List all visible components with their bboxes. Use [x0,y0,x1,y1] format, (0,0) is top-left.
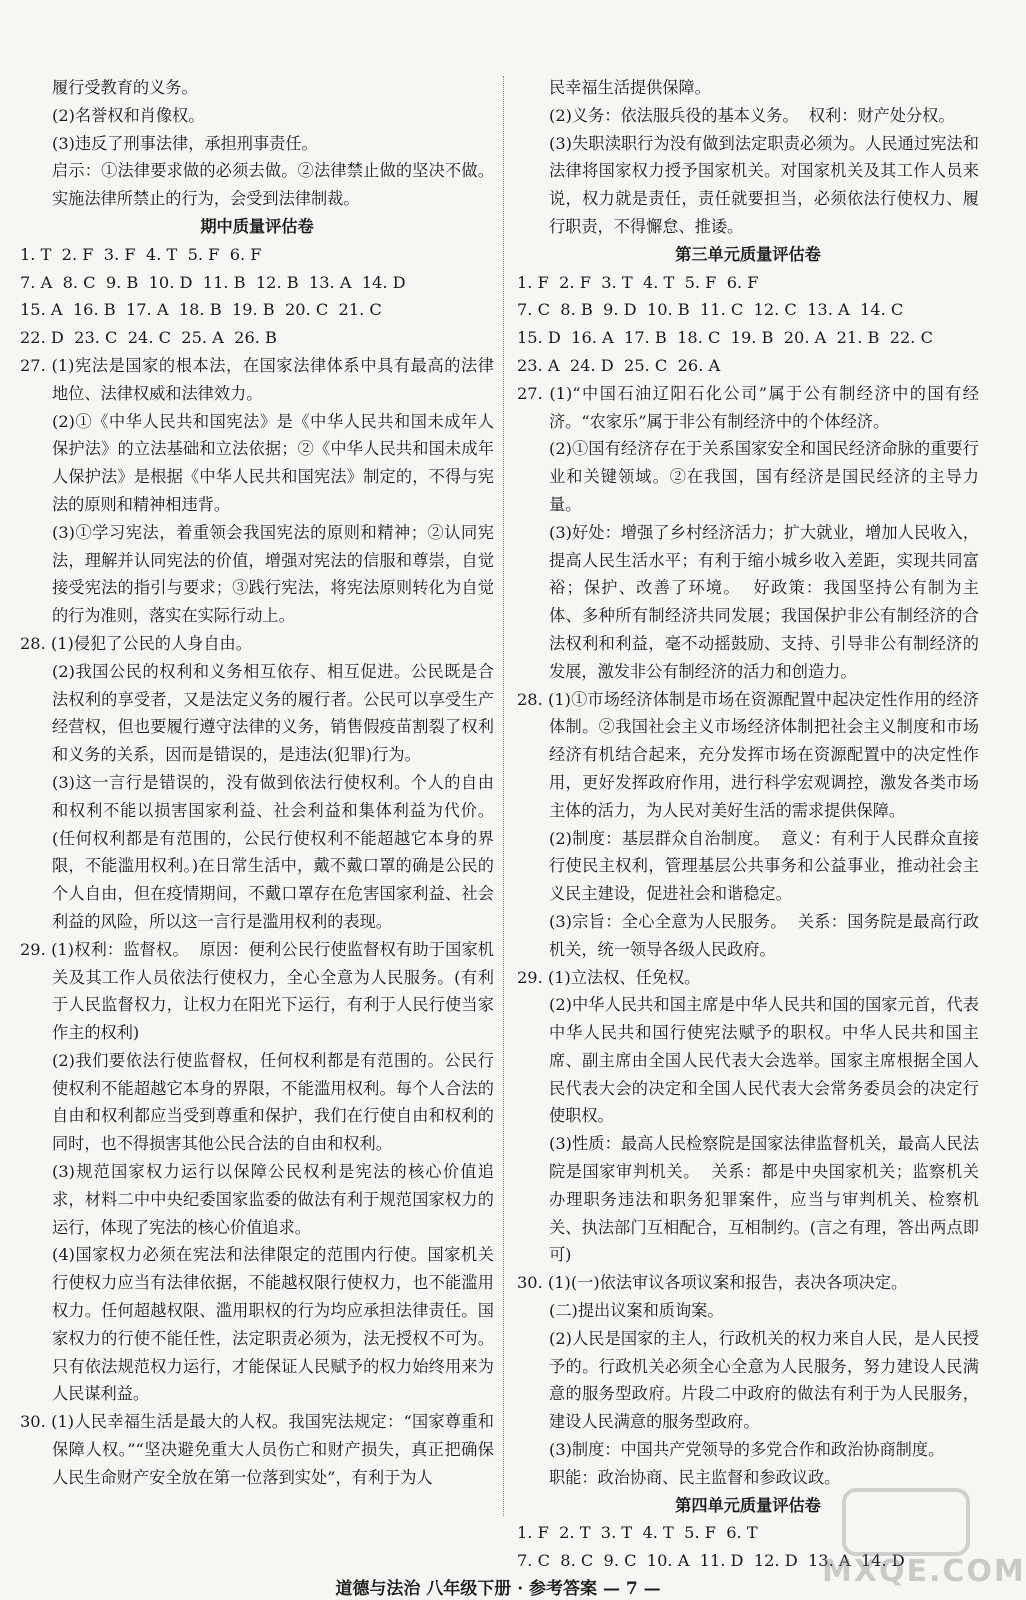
answer-29-3: (3)规范国家权力运行以保障公民权利是宪法的核心价值追求，材料二中中央纪委国家监委的做法有利于规范国家权力的运行，体现了宪法的核心价值追求。 [52,1162,494,1237]
choice-answers: 7. A 8. C 9. B 10. D 11. B 12. B 13. A 14. D [20,272,406,292]
answer-28-1: 28. (1)侵犯了公民的人身自由。 [20,633,252,653]
choice-answers: 22. D 23. C 24. C 25. A 26. B [20,328,277,348]
answer-28-2: (2)制度：基层群众自治制度。 意义：有利于人民群众直接行使民主权利，管理基层公共事务和公益事业，推动社会主义民主建设，促进社会和谐稳定。 [549,828,979,904]
left-column [20,74,494,1492]
answer-29-2: (2)我们要依法行使监督权，任何权利都是有范围的。公民行使权利不能超越它本身的界限，不能滥用权利。每个人合法的自由和权利都应当受到尊重和保护，我们在行使自由和权利的同时，也不得损害其他公民合法的自由和权利。 [52,1050,494,1154]
answer-28-3: (3)这一言行是错误的，没有做到依法行使权利。个人的自由和权利不能以损害国家利益、社会利益和集体利益为代价。(任何权利都是有范围的，公民行使权利不能超越它本身的界限，不能滥用权利。)在日常生活中，戴不戴口罩的确是公民的个人自由，但在疫情期间，不戴口罩存在危害国家利益、社会利益的风险，所以这一言行是滥用权利的表现。 [52,772,494,931]
text-line: (3)违反了刑事法律，承担刑事责任。 [52,133,318,153]
choice-answers: 7. C 8. C 9. C 10. A 11. D 12. D 13. A 14. D [517,1551,905,1571]
answer-28-2: (2)我国公民的权利和义务相互依存、相互促进。公民既是合法权利的享受者，又是法定义务的履行者。公民可以享受生产经营权，但也要履行遵守法律的义务，销售假疫苗割裂了权利和义务的关系，因而是错误的，是违法(犯罪)行为。 [52,661,494,765]
answer-30-3: (3)制度：中国共产党领导的多党合作和政治协商制度。 [549,1440,945,1460]
answer-28-3: (3)宗旨：全心全意为人民服务。 关系：国务院是最高行政机关，统一领导各级人民政府。 [549,911,979,959]
answer-30-2: (2)人民是国家的主人，行政机关的权力来自人民，是人民授予的。行政机关必须全心全意为人民服务，努力建设人民满意的服务型政府。片段二中政府的做法有利于为人民服务，建设人民满意的服务型政府。 [549,1328,979,1432]
answer-27-3: (3)好处：增强了乡村经济活力；扩大就业，增加人民收入，提高人民生活水平；有利于缩小城乡收入差距，实现共同富裕；保护、改善了环境。 好政策：我国坚持公有制为主体、多种所有制经济共同发展；我国保护非公有制经济的合法权利和利益，毫不动摇鼓励、支持、引导非公有制经济的发展，激发非公有制经济的活力和创造力。 [549,522,979,681]
choice-answers: 7. C 8. B 9. D 10. B 11. C 12. C 13. A 14. C [517,300,904,320]
answer-29-4: (4)国家权力必须在宪法和法律限定的范围内行使。国家机关行使权力应当有法律依据，不能越权限行使权力，也不能滥用权力。任何超越权限、滥用职权的行为均应承担法律责任。国家权力的行使不能任性，法定职责必须为，法无授权不可为。只有依法规范权力运行，才能保证人民赋予的权力始终用来为人民谋利益。 [52,1245,494,1404]
text-line: 民幸福生活提供保障。 [549,78,711,97]
section-title-unit4: 第四单元质量评估卷 [675,1495,821,1515]
answer-30-1: 30. (1)(一)依法审议各项议案和报告，表决各项决定。 [517,1273,908,1293]
choice-answers: 15. A 16. B 17. A 18. B 19. B 20. C 21. C [20,300,382,320]
answer-27-1: 27. (1)宪法是国家的根本法，在国家法律体系中具有最高的法律地位、法律权威和法律效力。 [20,355,494,403]
right-column [517,74,979,1575]
column-divider [503,76,504,1516]
text-line: 履行受教育的义务。 [52,78,198,97]
choice-answers: 1. T 2. F 3. F 4. T 5. F 6. F [20,244,262,264]
choice-answers: 1. F 2. F 3. T 4. T 5. F 6. F [517,272,759,292]
answer-29-1: 29. (1)立法权、任免权。 [517,967,701,987]
section-title-midterm: 期中质量评估卷 [200,216,314,236]
page-footer: 道德与法治 八年级下册 · 参考答案 — 7 — [335,1579,661,1599]
watermark-box-icon [842,1488,970,1556]
section-title-unit3: 第三单元质量评估卷 [675,244,821,264]
text-line: (3)失职渎职行为没有做到法定职责必须为。人民通过宪法和法律将国家权力授予国家机关。对国家机关及其工作人员来说，权力就是责任，责任就要担当，必须依法行使权力、履行职责，不得懈怠、推诿。 [549,133,979,236]
answer-29-3: (3)性质：最高人民检察院是国家法律监督机关，最高人民法院是国家审判机关。 关系：都是中央国家机关；监察机关办理职务违法和职务犯罪案件，应当与审判机关、检察机关、执法部门互相配合，互相制约。(言之有理，答出两点即可) [549,1134,979,1265]
answer-27-2: (2)①《中华人民共和国宪法》是《中华人民共和国未成年人保护法》的立法基础和立法依据；②《中华人民共和国未成年人保护法》是根据《中华人民共和国宪法》制定的，不得与宪法的原则和精神相违背。 [52,411,494,514]
watermark-logo [822,1488,1026,1589]
answer-29-2: (2)中华人民共和国主席是中华人民共和国的国家元首，代表中华人民共和国行使宪法赋予的职权。中华人民共和国主席、副主席由全国人民代表大会选举。国家主席根据全国人民代表大会的决定和全国人民代表大会常务委员会的决定行使职权。 [549,995,979,1126]
text-line: (2)名誉权和肖像权。 [52,105,205,125]
choice-answers: 15. D 16. A 17. B 18. C 19. B 20. A 21. B 22. C [517,328,933,348]
text-line: 启示：①法律要求做的必须去做。②法律禁止做的坚决不做。实施法律所禁止的行为，会受到法律制裁。 [52,161,494,209]
choice-answers: 23. A 24. D 25. C 26. A [517,355,721,375]
text-line: (2)义务：依法服兵役的基本义务。 权利：财产处分权。 [549,105,955,125]
watermark-text: MXQE.COM [822,1554,1026,1589]
answer-30-3b: 职能：政治协商、民主监督和参政议政。 [549,1467,841,1487]
answer-27-3: (3)①学习宪法，着重领会我国宪法的原则和精神；②认同宪法，理解并认同宪法的价值，增强对宪法的信服和尊崇，自觉接受宪法的指引与要求；③践行宪法，将宪法原则转化为自觉的行为准则，落实在实际行动上。 [52,522,494,626]
answer-28-1: 28. (1)①市场经济体制是市场在资源配置中起决定性作用的经济体制。②我国社会主义市场经济体制把社会主义制度和市场经济有机结合起来，充分发挥市场在资源配置中的决定性作用，更好发挥政府作用，进行科学宏观调控，激发各类市场主体的活力，为人民对美好生活的需求提供保障。 [517,689,979,820]
answer-27-1: 27. (1)“中国石油辽阳石化公司”属于公有制经济中的国有经济。“农家乐”属于非公有制经济中的个体经济。 [517,383,979,431]
answer-30-1b: (二)提出议案和质询案。 [549,1301,724,1321]
answer-27-2: (2)①国有经济存在于关系国家安全和国民经济命脉的重要行业和关键领域。②在我国，国有经济是国民经济的主导力量。 [549,439,979,514]
choice-answers: 1. F 2. T 3. T 4. T 5. F 6. T [517,1523,758,1543]
answer-29-1: 29. (1)权利：监督权。 原因：便利公民行使监督权有助于国家机关及其工作人员依法行使权力，全心全意为人民服务。(有利于人民监督权力，让权力在阳光下运行，有利于人民行使当家作主的权利) [20,939,494,1043]
answer-30-1: 30. (1)人民幸福生活是最大的人权。我国宪法规定：“国家尊重和保障人权。”“坚决避免重大人员伤亡和财产损失，真正把确保人民生命财产安全放在第一位落到实处”，有利于为人 [20,1412,494,1487]
